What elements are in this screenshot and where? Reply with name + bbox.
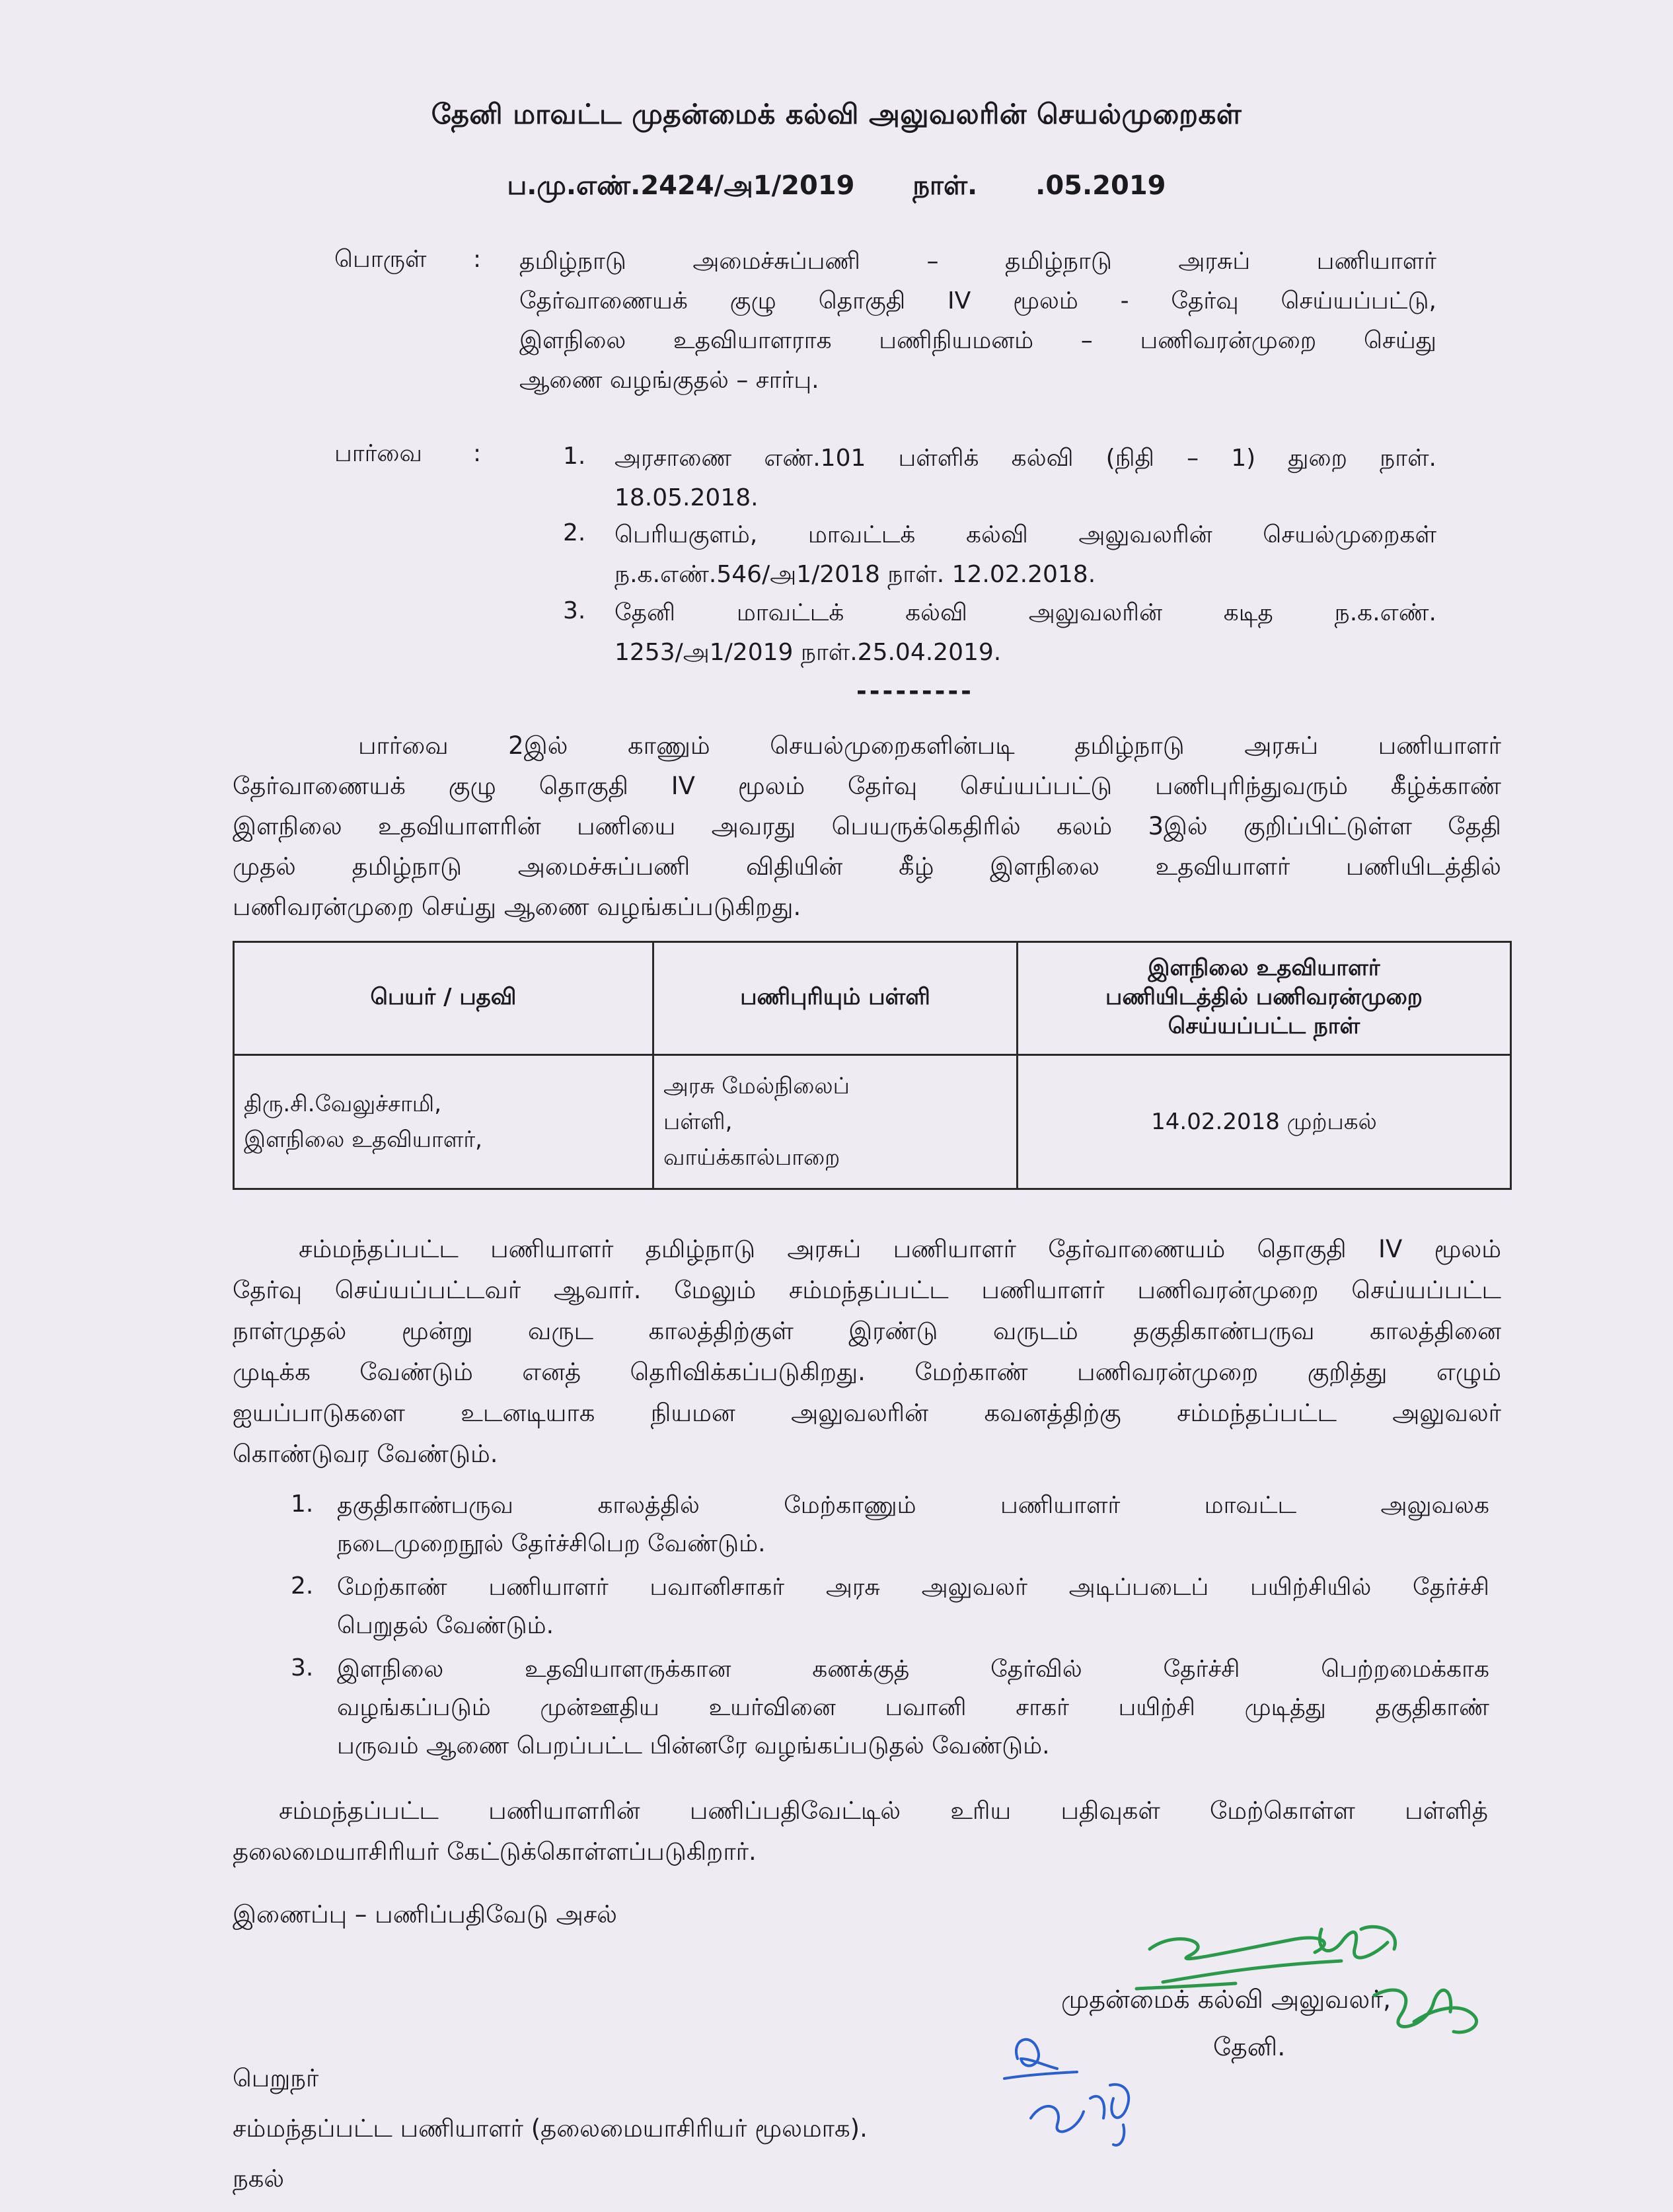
table-header-cell xyxy=(1018,942,1511,1055)
table-cell-name xyxy=(234,1055,653,1189)
paragraph-line: கொண்டுவர வேண்டும். xyxy=(233,1440,498,1468)
paragraph-line: பணிவரன்முறை செய்து ஆணை வழங்கப்படுகிறது. xyxy=(233,893,801,921)
table-header-cell: பணிபுரியும் பள்ளி xyxy=(653,942,1018,1055)
regularization-table xyxy=(233,941,1512,1190)
condition-number: 1. xyxy=(291,1491,314,1518)
condition-item xyxy=(337,1487,1489,1563)
cell-line: இளநிலை உதவியாளர், xyxy=(244,1126,482,1153)
document-title: தேனி மாவட்ட முதன்மைக் கல்வி அலுவலரின் செயல்முறைகள் xyxy=(431,98,1242,130)
copy-label: நகல் xyxy=(233,2164,285,2193)
date-label: நாள். xyxy=(912,170,978,201)
table-header-cell: பெயர் / பதவி xyxy=(234,942,653,1055)
table-header-row xyxy=(234,942,1511,1055)
reference-item xyxy=(614,515,1436,595)
paragraph-line: தேர்வாணையக் குழு தொகுதி IV மூலம் தேர்வு செய்யப்பட்டு பணிபுரிந்துவரும் கீழ்க்காண் xyxy=(233,772,1501,800)
condition-line: பருவம் ஆணை பெறப்பட்ட பின்னரே வழங்கப்படுதல் வேண்டும். xyxy=(337,1732,1050,1759)
intro-paragraph xyxy=(233,725,1501,927)
subject-line: தமிழ்நாடு அமைச்சுப்பணி – தமிழ்நாடு அரசுப் பணியாளர் xyxy=(519,248,1436,275)
cell-line: வாய்க்கால்பாறை xyxy=(663,1144,840,1171)
reference-item-number: 3. xyxy=(563,597,586,624)
reference-item-number: 1. xyxy=(563,443,586,470)
table-cell-school xyxy=(653,1055,1018,1189)
reference-item xyxy=(614,593,1436,673)
green-signature-strokes xyxy=(1136,1927,1477,2032)
condition-number: 2. xyxy=(291,1572,314,1600)
condition-line: இளநிலை உதவியாளருக்கான கணக்குத் தேர்வில் தேர்ச்சி பெற்றமைக்காக xyxy=(337,1656,1489,1683)
cell-line: அரசு மேல்நிலைப் xyxy=(663,1073,850,1099)
officer-signature xyxy=(1123,1903,1493,2061)
signatory-designation: முதன்மைக் கல்வி அலுவலர், xyxy=(1061,1985,1392,2014)
paragraph-line: தலைமையாசிரியர் கேட்டுக்கொள்ளப்படுகிறார். xyxy=(233,1837,757,1866)
reference-item-line: ந.க.எண்.546/அ1/2018 நாள். 12.02.2018. xyxy=(614,561,1096,588)
subject-colon: : xyxy=(473,246,482,273)
reference-label: பார்வை xyxy=(334,440,422,467)
condition-item xyxy=(337,1650,1489,1765)
paragraph-line: முடிக்க வேண்டும் எனத் தெரிவிக்கப்படுகிறது. மேற்காண் பணிவரன்முறை குறித்து எழும் xyxy=(233,1358,1501,1386)
body-paragraph xyxy=(233,1229,1501,1475)
recipient-label: பெறுநர் xyxy=(233,2064,319,2092)
condition-number: 3. xyxy=(291,1654,314,1681)
paragraph-line: சம்மந்தப்பட்ட பணியாளர் தமிழ்நாடு அரசுப் பணியாளர் தேர்வாணையம் தொகுதி IV மூலம் xyxy=(299,1235,1501,1263)
subject-line: தேர்வாணையக் குழு தொகுதி IV மூலம் - தேர்வு செய்யப்பட்டு, xyxy=(519,287,1436,314)
reference-item xyxy=(614,439,1436,518)
cell-line: பள்ளி, xyxy=(663,1109,733,1135)
date-value: .05.2019 xyxy=(1035,170,1166,201)
reference-item-line: தேனி மாவட்டக் கல்வி அலுவலரின் கடித ந.க.எண். xyxy=(614,599,1436,626)
condition-item xyxy=(337,1568,1489,1645)
cell-line: திரு.சி.வேலுச்சாமி, xyxy=(244,1091,442,1117)
reference-item-line: 1253/அ1/2019 நாள்.25.04.2019. xyxy=(614,639,1002,666)
reference-item-line: பெரியகுளம், மாவட்டக் கல்வி அலுவலரின் செயல்முறைகள் xyxy=(614,521,1436,548)
reference-colon: : xyxy=(473,440,482,467)
paragraph-line: பார்வை 2இல் காணும் செயல்முறைகளின்படி தமிழ்நாடு அரசுப் பணியாளர் xyxy=(358,731,1501,760)
condition-line: மேற்காண் பணியாளர் பவானிசாகர் அரசு அலுவலர் அடிப்படைப் பயிற்சியில் தேர்ச்சி xyxy=(337,1574,1489,1601)
closing-paragraph xyxy=(233,1790,1488,1872)
reference-item-line: அரசாணை எண்.101 பள்ளிக் கல்வி (நிதி – 1) துறை நாள். xyxy=(614,445,1436,472)
paragraph-line: ஐயப்பாடுகளை உடனடியாக நியமன அலுவலரின் கவனத்திற்கு சம்மந்தப்பட்ட அலுவலர் xyxy=(233,1399,1501,1427)
reference-item-line: 18.05.2018. xyxy=(614,484,759,511)
reference-item-number: 2. xyxy=(563,519,586,546)
enclosure-note: இணைப்பு – பணிப்பதிவேடு அசல் xyxy=(233,1900,617,1929)
condition-line: பெறுதல் வேண்டும். xyxy=(337,1612,554,1639)
blue-initials-signature xyxy=(991,2019,1150,2151)
table-header-line: இளநிலை உதவியாளர் xyxy=(1148,955,1380,981)
subject-text xyxy=(519,242,1436,400)
table-header-line: பணியிடத்தில் பணிவரன்முறை xyxy=(1105,984,1423,1010)
condition-line: நடைமுறைநூல் தேர்ச்சிபெற வேண்டும். xyxy=(337,1530,766,1557)
condition-line: தகுதிகாண்பருவ காலத்தில் மேற்காணும் பணியாளர் மாவட்ட அலுவலக xyxy=(337,1492,1489,1519)
subject-line: இளநிலை உதவியாளராக பணிநியமனம் – பணிவரன்முறை செய்து xyxy=(519,327,1436,354)
reference-separator: --------- xyxy=(856,677,974,706)
paragraph-line: சம்மந்தப்பட்ட பணியாளரின் பணிப்பதிவேட்டில் உரிய பதிவுகள் மேற்கொள்ள பள்ளித் xyxy=(279,1796,1488,1825)
blue-initials-strokes xyxy=(1004,2040,1129,2145)
table-header-line: செய்யப்பட்ட நாள் xyxy=(1168,1013,1360,1039)
table-cell-date: 14.02.2018 முற்பகல் xyxy=(1018,1055,1511,1189)
condition-line: வழங்கப்படும் முன்ஊதிய உயர்வினை பவானி சாகர் பயிற்சி முடித்து தகுதிகாண் xyxy=(337,1694,1489,1721)
subject-label: பொருள் xyxy=(334,246,427,273)
paragraph-line: முதல் தமிழ்நாடு அமைச்சுப்பணி விதியின் கீழ் இளநிலை உதவியாளர் பணியிடத்தில் xyxy=(233,852,1501,881)
paragraph-line: இளநிலை உதவியாளரின் பணியை அவரது பெயருக்கெதிரில் கலம் 3இல் குறிப்பிட்டுள்ள தேதி xyxy=(233,812,1501,840)
recipient-to: சம்மந்தப்பட்ட பணியாளர் (தலைமையாசிரியர் மூலமாக). xyxy=(233,2114,868,2143)
reference-number: ப.மு.எண்.2424/அ1/2019 xyxy=(507,170,855,201)
signatory-place: தேனி. xyxy=(1213,2032,1286,2061)
reference-number-line xyxy=(0,170,1673,204)
paragraph-line: நாள்முதல் மூன்று வருட காலத்திற்குள் இரண்டு வருடம் தகுதிகாண்பருவ காலத்தினை xyxy=(233,1317,1501,1345)
subject-line: ஆணை வழங்குதல் – சார்பு. xyxy=(519,367,819,394)
table-row xyxy=(234,1055,1511,1189)
paragraph-line: தேர்வு செய்யப்பட்டவர் ஆவார். மேலும் சம்மந்தப்பட்ட பணியாளர் பணிவரன்முறை செய்யப்பட்ட xyxy=(233,1276,1501,1304)
